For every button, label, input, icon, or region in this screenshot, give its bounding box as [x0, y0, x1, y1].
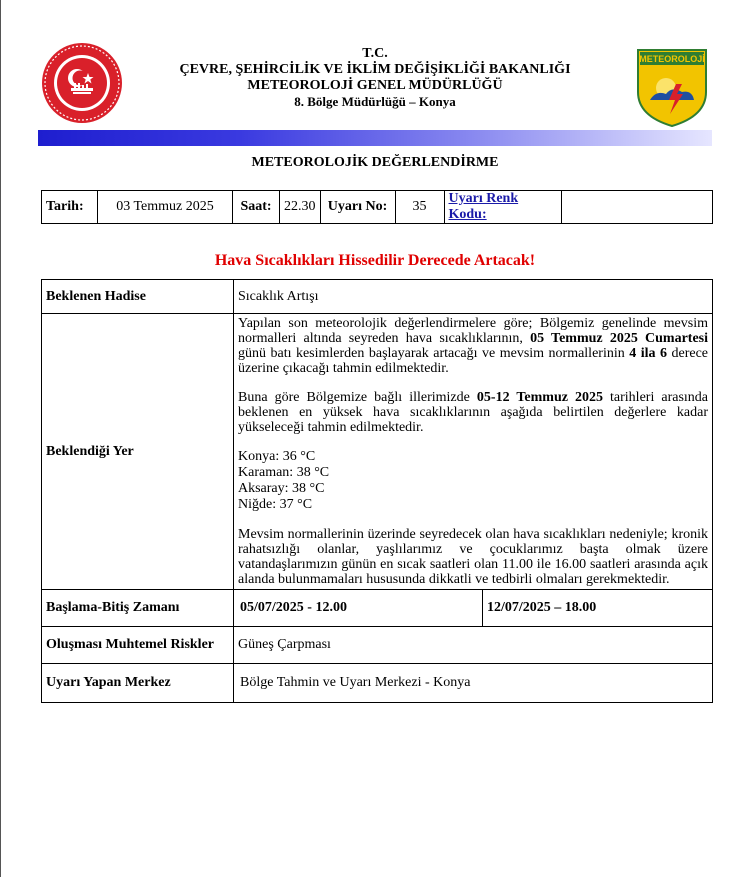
event-label: Beklenen Hadise [42, 280, 234, 314]
city-temp-aksaray: Aksaray: 38 °C [238, 481, 325, 496]
table-row [42, 627, 713, 664]
document-title: METEOROLOJİK DEĞERLENDİRME [251, 155, 499, 170]
risk-value: Güneş Çarpması [234, 627, 713, 664]
table-row [42, 590, 713, 627]
color-code-link[interactable]: Uyarı Renk Kodu: [448, 191, 519, 222]
svg-text:METEOROLOJİ: METEOROLOJİ [639, 54, 705, 64]
warning-heading: Hava Sıcaklıkları Hissedilir Derecede Artacak! [214, 252, 536, 269]
location-label: Beklendiği Yer [42, 314, 234, 590]
city-temp-karaman: Karaman: 38 °C [238, 465, 330, 480]
color-code-value [561, 191, 713, 224]
table-row [42, 280, 713, 314]
header-gradient-bar [38, 130, 712, 146]
table-row [42, 664, 713, 703]
paragraph-intro: Yapılan son meteorolojik değerlendirmelere göre; Bölgemiz genelinde mevsim normalleri altında seyreden hava sıcaklıklarının, 05 Temmuz 2025 Cumartesi günü batı kesimlerden başlayarak artacağı ve mevsim normallerinin 4 ila 6 derece üzerine çıkacağı tahmin edilmektedir. [238, 316, 709, 376]
period-end: 12/07/2025 – 18.00 [483, 590, 713, 627]
period-start: 05/07/2025 - 12.00 [234, 590, 483, 627]
period-label: Başlama-Bitiş Zamanı [42, 590, 234, 627]
warning-no-value: 35 [395, 191, 444, 224]
header-line-region: 8. Bölge Müdürlüğü – Konya [294, 94, 456, 109]
header-line-ministry: ÇEVRE, ŞEHİRCİLİK VE İKLİM DEĞİŞİKLİĞİ BAKANLIĞI [179, 62, 571, 77]
ministry-seal-logo [41, 42, 123, 124]
paragraph-forecast: Buna göre Bölgemize bağlı illerimizde 05-12 Temmuz 2025 tarihleri arasında beklenen en yüksek hava sıcaklıklarının aşağıda belirtilen değerlere kadar yükseleceği tahmin edilmektedir. [238, 390, 709, 435]
center-value: Bölge Tahmin ve Uyarı Merkezi - Konya [234, 664, 713, 703]
meteoroloji-logo [636, 48, 708, 128]
date-label: Tarih: [42, 191, 98, 224]
info-table [41, 190, 713, 224]
risk-label: Oluşması Muhtemel Riskler [42, 627, 234, 664]
event-value: Sıcaklık Artışı [234, 280, 713, 314]
header-line-tc: T.C. [362, 46, 388, 61]
city-temp-konya: Konya: 36 °C [238, 449, 316, 464]
color-code-cell [444, 191, 561, 224]
warning-details-table [41, 279, 713, 703]
table-row [42, 314, 713, 590]
time-label: Saat: [233, 191, 280, 224]
center-label: Uyarı Yapan Merkez [42, 664, 234, 703]
time-value: 22.30 [280, 191, 321, 224]
paragraph-advice: Mevsim normallerinin üzerinde seyredecek olan hava sıcaklıkları nedeniyle; kronik rahatsızlığı olanlar, yaşlılarımız ve çocuklarımız başta olmak üzere vatandaşlarımızın günün en sıcak saatleri olan 11.00 ile 16.00 saatleri arasında açık alanda bulunmamaları hususunda dikkatli ve tedbirli olmaları gerekmektedir. [238, 527, 708, 587]
date-value: 03 Temmuz 2025 [98, 191, 233, 224]
document-header [130, 46, 620, 110]
location-description [234, 314, 713, 590]
warning-no-label: Uyarı No: [320, 191, 395, 224]
page-edge [0, 0, 1, 877]
city-temp-nigde: Niğde: 37 °C [238, 497, 313, 512]
header-line-directorate: METEOROLOJİ GENEL MÜDÜRLÜĞÜ [247, 78, 503, 93]
